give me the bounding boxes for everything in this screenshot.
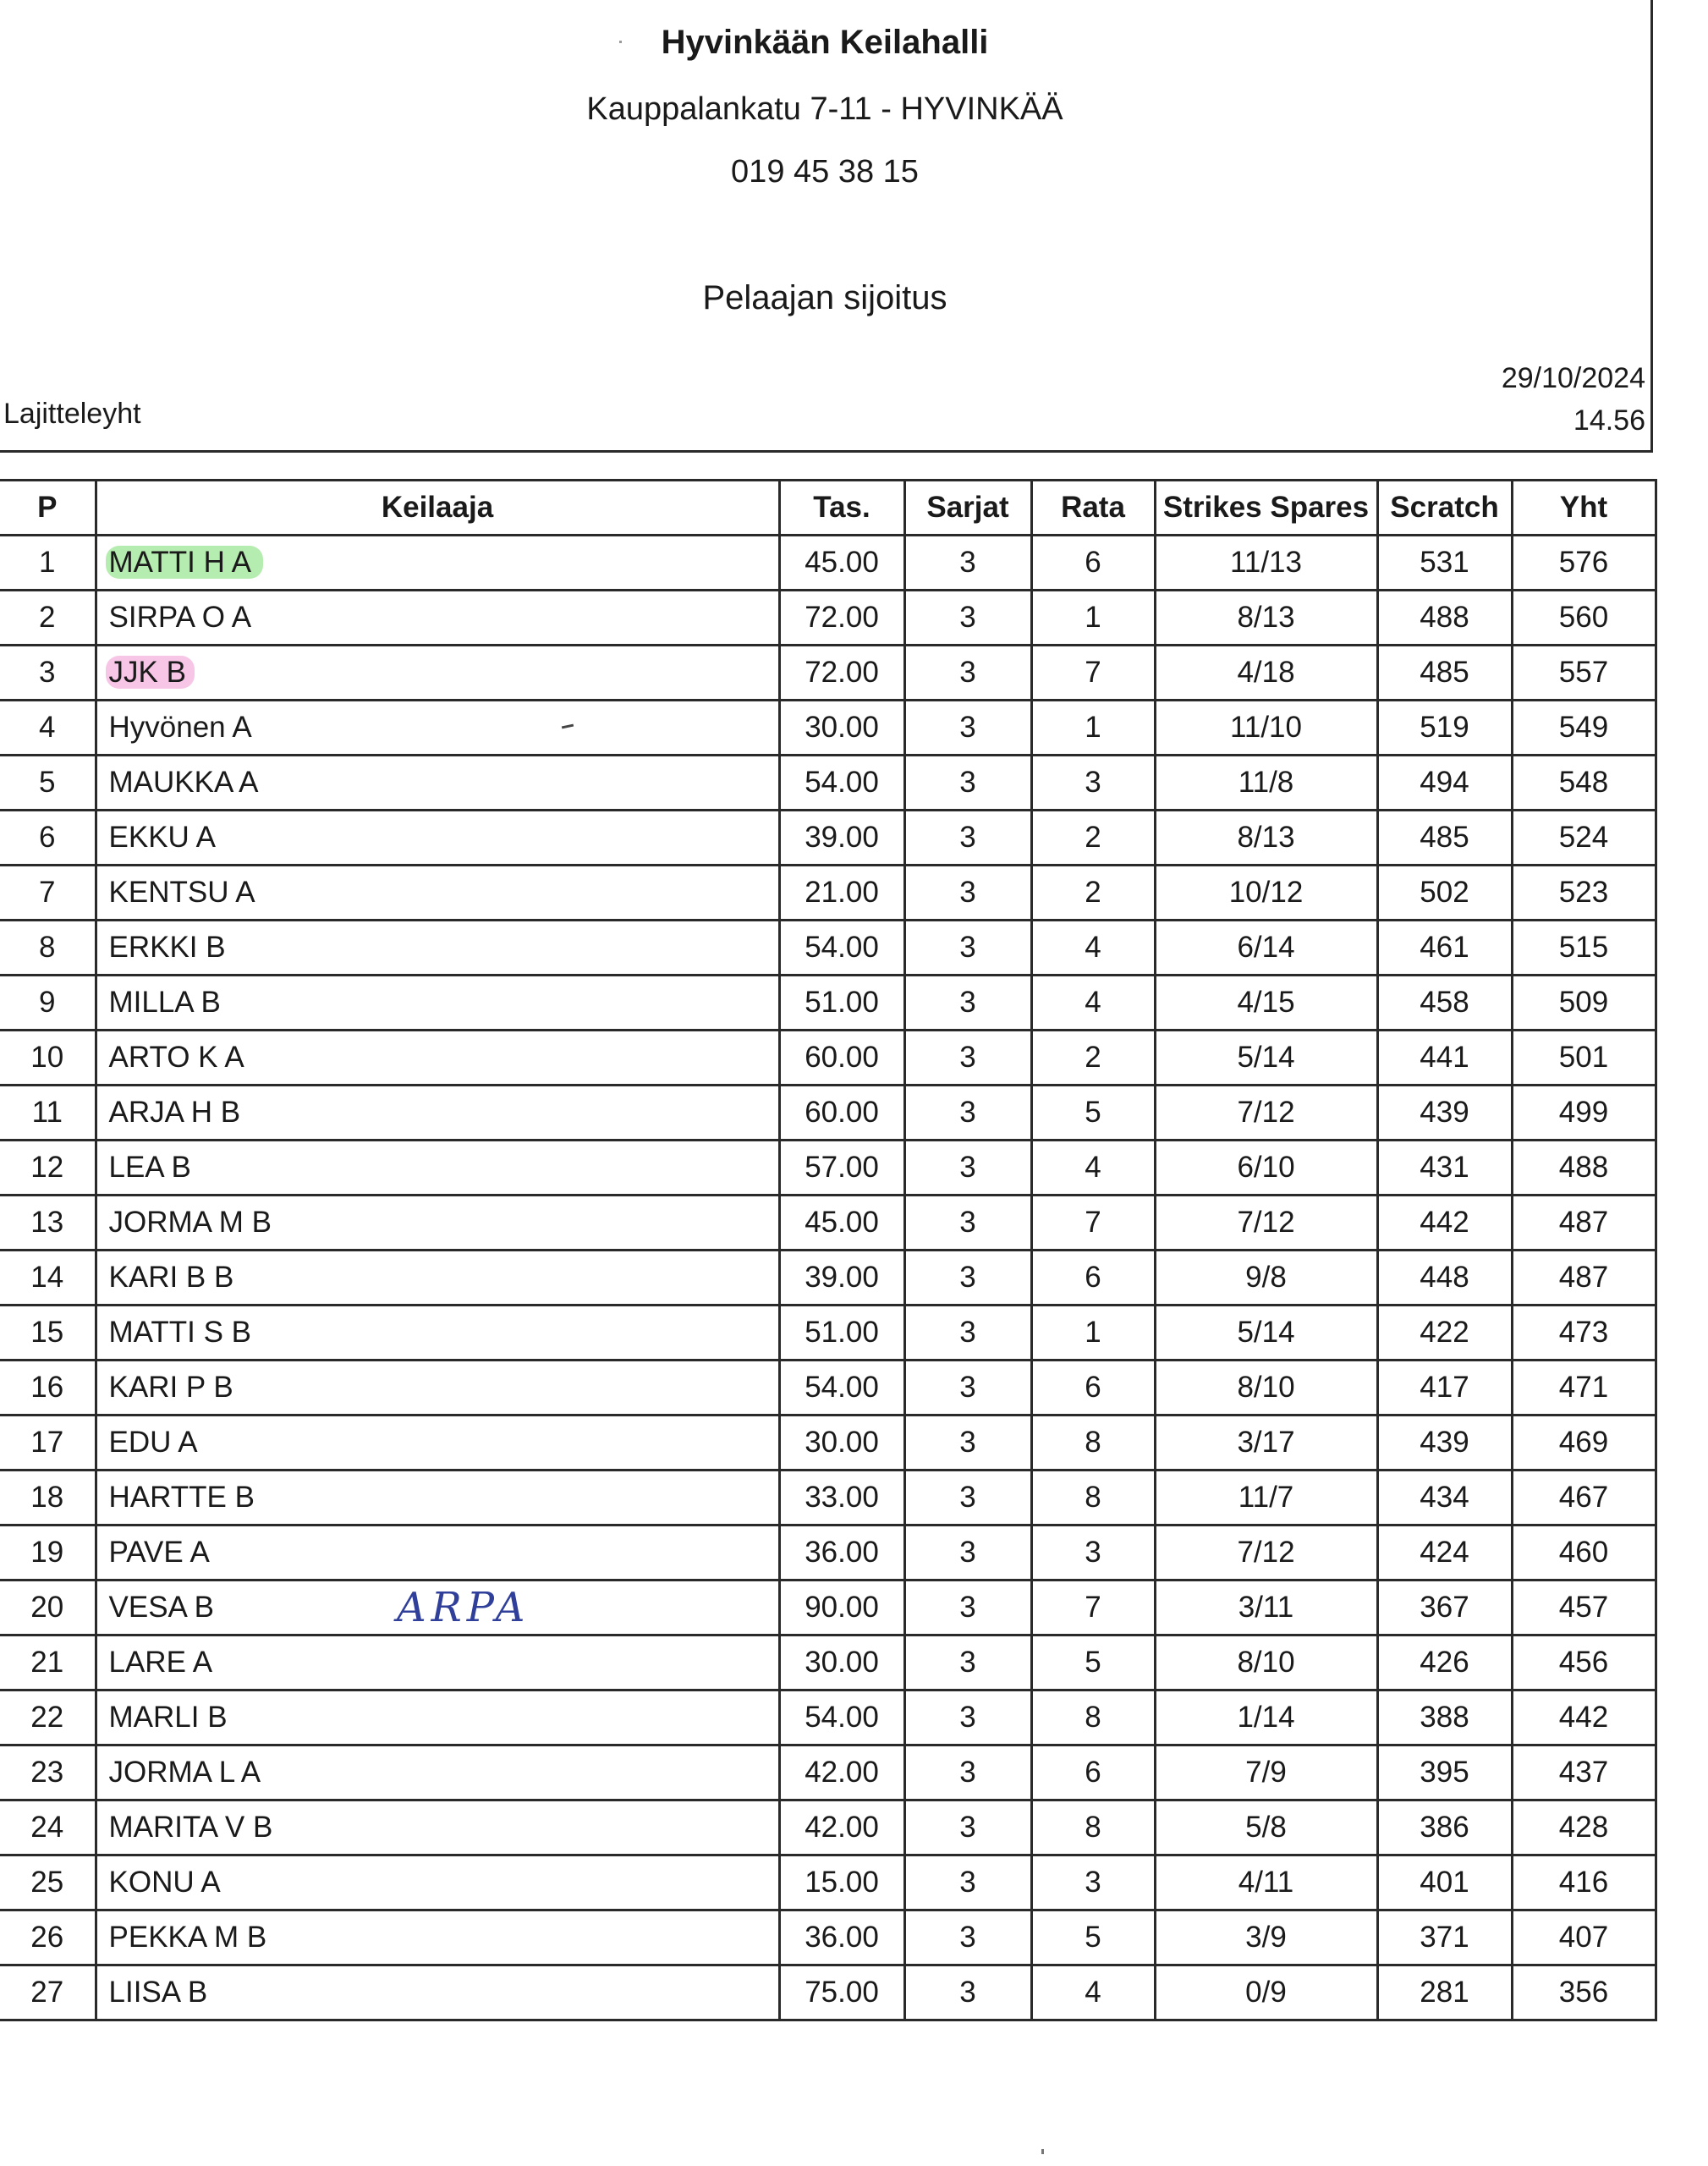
games-cell: 3 (904, 976, 1031, 1031)
position-cell: 12 (0, 1141, 96, 1196)
table-row (0, 1635, 1656, 1690)
standings-body (0, 536, 1656, 2020)
bowler-name-cell (96, 811, 779, 866)
lane-cell: 8 (1031, 1800, 1155, 1855)
table-row (0, 1196, 1656, 1251)
total-cell: 428 (1512, 1800, 1656, 1855)
bowler-name: PEKKA M B (108, 1921, 267, 1954)
position-cell: 18 (0, 1471, 96, 1526)
bowler-name: SIRPA O A (108, 601, 252, 634)
bowler-name: Hyvönen A (108, 711, 252, 744)
strikes-spares-cell: 4/18 (1155, 646, 1377, 701)
position-cell: 25 (0, 1855, 96, 1910)
games-cell: 3 (904, 1635, 1031, 1690)
table-row (0, 1910, 1656, 1965)
bowler-name: JORMA L A (108, 1756, 261, 1789)
strikes-spares-cell: 11/8 (1155, 756, 1377, 811)
bowler-name: LARE A (108, 1646, 213, 1679)
strikes-spares-cell: 7/12 (1155, 1526, 1377, 1581)
bowler-name-cell (96, 1196, 779, 1251)
games-cell: 3 (904, 1745, 1031, 1800)
bowler-name-cell (96, 1965, 779, 2020)
scratch-cell: 434 (1377, 1471, 1512, 1526)
games-cell: 3 (904, 701, 1031, 756)
handicap-cell: 39.00 (779, 1251, 904, 1306)
lane-cell: 4 (1031, 1965, 1155, 2020)
handicap-cell: 90.00 (779, 1581, 904, 1635)
bowler-name-cell (96, 1910, 779, 1965)
lane-cell: 7 (1031, 1581, 1155, 1635)
handicap-cell: 30.00 (779, 1635, 904, 1690)
bowler-name: LEA B (108, 1151, 191, 1184)
table-row (0, 591, 1656, 646)
games-cell: 3 (904, 1690, 1031, 1745)
games-cell: 3 (904, 1910, 1031, 1965)
strikes-spares-cell: 5/8 (1155, 1800, 1377, 1855)
games-cell: 3 (904, 1196, 1031, 1251)
report-date: 29/10/2024 (1501, 362, 1645, 394)
scratch-cell: 519 (1377, 701, 1512, 756)
games-cell: 3 (904, 1141, 1031, 1196)
col-header-scratch: Scratch (1377, 481, 1512, 536)
col-header-handicap: Tas. (779, 481, 904, 536)
position-cell: 14 (0, 1251, 96, 1306)
total-cell: 548 (1512, 756, 1656, 811)
strikes-spares-cell: 1/14 (1155, 1690, 1377, 1745)
scratch-cell: 401 (1377, 1855, 1512, 1910)
position-cell: 5 (0, 756, 96, 811)
table-row (0, 921, 1656, 976)
handwritten-note (393, 1582, 546, 1633)
strikes-spares-cell: 4/15 (1155, 976, 1377, 1031)
games-cell: 3 (904, 866, 1031, 921)
games-cell: 3 (904, 1471, 1031, 1526)
table-header-row (0, 481, 1656, 536)
scratch-cell: 494 (1377, 756, 1512, 811)
position-cell: 3 (0, 646, 96, 701)
lane-cell: 6 (1031, 1361, 1155, 1416)
handicap-cell: 36.00 (779, 1526, 904, 1581)
bowler-name-cell (96, 701, 779, 756)
total-cell: 407 (1512, 1910, 1656, 1965)
bowler-name-cell (96, 1581, 779, 1635)
strikes-spares-cell: 11/13 (1155, 536, 1377, 591)
scratch-cell: 426 (1377, 1635, 1512, 1690)
scratch-cell: 422 (1377, 1306, 1512, 1361)
col-header-position: P (0, 481, 96, 536)
scratch-cell: 395 (1377, 1745, 1512, 1800)
handicap-cell: 36.00 (779, 1910, 904, 1965)
handicap-cell: 75.00 (779, 1965, 904, 2020)
lane-cell: 1 (1031, 701, 1155, 756)
total-cell: 576 (1512, 536, 1656, 591)
bowler-name: KARI B B (108, 1261, 234, 1294)
position-cell: 9 (0, 976, 96, 1031)
strikes-spares-cell: 11/7 (1155, 1471, 1377, 1526)
scratch-cell: 281 (1377, 1965, 1512, 2020)
position-cell: 26 (0, 1910, 96, 1965)
total-cell: 499 (1512, 1086, 1656, 1141)
report-time: 14.56 (1573, 404, 1645, 437)
handicap-cell: 33.00 (779, 1471, 904, 1526)
total-cell: 437 (1512, 1745, 1656, 1800)
handicap-cell: 39.00 (779, 811, 904, 866)
scratch-cell: 441 (1377, 1031, 1512, 1086)
standings-table (0, 479, 1657, 2021)
handicap-cell: 45.00 (779, 536, 904, 591)
table-row (0, 756, 1656, 811)
strikes-spares-cell: 3/11 (1155, 1581, 1377, 1635)
lane-cell: 1 (1031, 591, 1155, 646)
handicap-cell: 21.00 (779, 866, 904, 921)
total-cell: 487 (1512, 1196, 1656, 1251)
table-row (0, 1471, 1656, 1526)
bowler-name-cell (96, 1086, 779, 1141)
bowler-name: ARJA H B (108, 1096, 241, 1129)
handicap-cell: 72.00 (779, 646, 904, 701)
total-cell: 523 (1512, 866, 1656, 921)
bowler-name-cell (96, 866, 779, 921)
games-cell: 3 (904, 591, 1031, 646)
bowler-name: KARI P B (108, 1371, 233, 1404)
scratch-cell: 386 (1377, 1800, 1512, 1855)
handicap-cell: 51.00 (779, 976, 904, 1031)
total-cell: 457 (1512, 1581, 1656, 1635)
table-row (0, 1306, 1656, 1361)
total-cell: 557 (1512, 646, 1656, 701)
table-row (0, 1800, 1656, 1855)
games-cell: 3 (904, 1800, 1031, 1855)
report-title: Pelaajan sijoitus (702, 279, 947, 316)
scratch-cell: 388 (1377, 1690, 1512, 1745)
table-row (0, 1031, 1656, 1086)
bowler-name: JJK B (106, 656, 195, 689)
scratch-cell: 458 (1377, 976, 1512, 1031)
scratch-cell: 485 (1377, 811, 1512, 866)
strikes-spares-cell: 6/10 (1155, 1141, 1377, 1196)
bowler-name: ARTO K A (108, 1041, 244, 1074)
bowler-name: KONU A (108, 1866, 221, 1899)
position-cell: 6 (0, 811, 96, 866)
position-cell: 20 (0, 1581, 96, 1635)
lane-cell: 5 (1031, 1086, 1155, 1141)
lane-cell: 1 (1031, 1306, 1155, 1361)
bowler-name-cell (96, 1251, 779, 1306)
bowler-name-cell (96, 1306, 779, 1361)
col-header-lane: Rata (1031, 481, 1155, 536)
lane-cell: 6 (1031, 1251, 1155, 1306)
lane-cell: 4 (1031, 976, 1155, 1031)
games-cell: 3 (904, 756, 1031, 811)
games-cell: 3 (904, 1031, 1031, 1086)
venue-address: Kauppalankatu 7-11 - HYVINKÄÄ (586, 91, 1063, 127)
sort-label: Lajitteleyht (3, 398, 141, 430)
position-cell: 23 (0, 1745, 96, 1800)
position-cell: 7 (0, 866, 96, 921)
strikes-spares-cell: 3/9 (1155, 1910, 1377, 1965)
table-row (0, 1086, 1656, 1141)
bowler-name-cell (96, 1690, 779, 1745)
strikes-spares-cell: 8/10 (1155, 1361, 1377, 1416)
total-cell: 509 (1512, 976, 1656, 1031)
strikes-spares-cell: 8/13 (1155, 811, 1377, 866)
table-row (0, 1745, 1656, 1800)
total-cell: 549 (1512, 701, 1656, 756)
scratch-cell: 442 (1377, 1196, 1512, 1251)
total-cell: 442 (1512, 1690, 1656, 1745)
bowler-name: VESA B (108, 1591, 215, 1624)
games-cell: 3 (904, 1581, 1031, 1635)
position-cell: 10 (0, 1031, 96, 1086)
total-cell: 460 (1512, 1526, 1656, 1581)
position-cell: 24 (0, 1800, 96, 1855)
handicap-cell: 72.00 (779, 591, 904, 646)
bowler-name-cell (96, 1361, 779, 1416)
bowler-name-cell (96, 976, 779, 1031)
table-row (0, 976, 1656, 1031)
strikes-spares-cell: 0/9 (1155, 1965, 1377, 2020)
bowler-name-cell (96, 1855, 779, 1910)
lane-cell: 8 (1031, 1416, 1155, 1471)
bowler-name-cell (96, 1471, 779, 1526)
bowler-name: MATTI S B (108, 1316, 252, 1349)
scratch-cell: 502 (1377, 866, 1512, 921)
games-cell: 3 (904, 1361, 1031, 1416)
games-cell: 3 (904, 811, 1031, 866)
position-cell: 22 (0, 1690, 96, 1745)
table-row (0, 1855, 1656, 1910)
total-cell: 467 (1512, 1471, 1656, 1526)
bowler-name: MARITA V B (108, 1811, 273, 1844)
scratch-cell: 431 (1377, 1141, 1512, 1196)
games-cell: 3 (904, 921, 1031, 976)
scratch-cell: 417 (1377, 1361, 1512, 1416)
lane-cell: 5 (1031, 1910, 1155, 1965)
bowler-name: MARLI B (108, 1701, 228, 1734)
total-cell: 471 (1512, 1361, 1656, 1416)
games-cell: 3 (904, 1855, 1031, 1910)
lane-cell: 3 (1031, 1526, 1155, 1581)
handicap-cell: 54.00 (779, 1690, 904, 1745)
strikes-spares-cell: 7/12 (1155, 1196, 1377, 1251)
table-row (0, 1361, 1656, 1416)
total-cell: 473 (1512, 1306, 1656, 1361)
lane-cell: 6 (1031, 536, 1155, 591)
bowler-name-cell (96, 1745, 779, 1800)
bowler-name: KENTSU A (108, 876, 255, 909)
strikes-spares-cell: 3/17 (1155, 1416, 1377, 1471)
strikes-spares-cell: 5/14 (1155, 1031, 1377, 1086)
bowler-name-cell (96, 1800, 779, 1855)
header-right-border (1650, 0, 1653, 453)
games-cell: 3 (904, 1251, 1031, 1306)
strikes-spares-cell: 11/10 (1155, 701, 1377, 756)
handicap-cell: 54.00 (779, 921, 904, 976)
bowler-name: ERKKI B (108, 931, 226, 964)
strikes-spares-cell: 8/13 (1155, 591, 1377, 646)
venue-phone: 019 45 38 15 (731, 154, 919, 190)
scratch-cell: 439 (1377, 1416, 1512, 1471)
position-cell: 15 (0, 1306, 96, 1361)
table-row (0, 866, 1656, 921)
position-cell: 21 (0, 1635, 96, 1690)
bowler-name: MATTI H A (106, 546, 264, 579)
handicap-cell: 42.00 (779, 1800, 904, 1855)
total-cell: 487 (1512, 1251, 1656, 1306)
header-bottom-rule (0, 450, 1653, 453)
strikes-spares-cell: 6/14 (1155, 921, 1377, 976)
table-row (0, 646, 1656, 701)
bowler-name: EDU A (108, 1426, 198, 1459)
handicap-cell: 57.00 (779, 1141, 904, 1196)
handicap-cell: 42.00 (779, 1745, 904, 1800)
lane-cell: 5 (1031, 1635, 1155, 1690)
position-cell: 2 (0, 591, 96, 646)
col-header-games: Sarjat (904, 481, 1031, 536)
scratch-cell: 367 (1377, 1581, 1512, 1635)
bowler-name: PAVE A (108, 1536, 210, 1569)
total-cell: 456 (1512, 1635, 1656, 1690)
bowler-name-cell (96, 646, 779, 701)
handwritten-note-text: ARPA (396, 1584, 530, 1631)
scratch-cell: 439 (1377, 1086, 1512, 1141)
lane-cell: 4 (1031, 921, 1155, 976)
bowler-name: EKKU A (108, 821, 216, 854)
total-cell: 515 (1512, 921, 1656, 976)
table-row (0, 1251, 1656, 1306)
position-cell: 1 (0, 536, 96, 591)
bowler-name-cell (96, 921, 779, 976)
position-cell: 4 (0, 701, 96, 756)
scratch-cell: 488 (1377, 591, 1512, 646)
lane-cell: 2 (1031, 811, 1155, 866)
handicap-cell: 51.00 (779, 1306, 904, 1361)
strikes-spares-cell: 5/14 (1155, 1306, 1377, 1361)
lane-cell: 4 (1031, 1141, 1155, 1196)
venue-name: Hyvinkään Keilahalli (661, 24, 989, 61)
lane-cell: 8 (1031, 1471, 1155, 1526)
handicap-cell: 54.00 (779, 1361, 904, 1416)
scratch-cell: 448 (1377, 1251, 1512, 1306)
bowler-name-cell (96, 1526, 779, 1581)
total-cell: 416 (1512, 1855, 1656, 1910)
scan-speck (1041, 2149, 1044, 2154)
games-cell: 3 (904, 536, 1031, 591)
bowler-name-cell (96, 591, 779, 646)
total-cell: 356 (1512, 1965, 1656, 2020)
bowler-name: HARTTE B (108, 1481, 255, 1514)
col-header-strikes-spares: Strikes Spares (1155, 481, 1377, 536)
position-cell: 11 (0, 1086, 96, 1141)
bowler-name: MILLA B (108, 986, 221, 1019)
scratch-cell: 424 (1377, 1526, 1512, 1581)
strikes-spares-cell: 7/12 (1155, 1086, 1377, 1141)
handicap-cell: 30.00 (779, 701, 904, 756)
table-row (0, 536, 1656, 591)
total-cell: 524 (1512, 811, 1656, 866)
handicap-cell: 45.00 (779, 1196, 904, 1251)
bowler-name-cell (96, 1635, 779, 1690)
bowler-name: LIISA B (108, 1976, 208, 2009)
table-row (0, 1526, 1656, 1581)
table-row (0, 1581, 1656, 1635)
position-cell: 8 (0, 921, 96, 976)
games-cell: 3 (904, 1526, 1031, 1581)
lane-cell: 6 (1031, 1745, 1155, 1800)
total-cell: 469 (1512, 1416, 1656, 1471)
scratch-cell: 461 (1377, 921, 1512, 976)
handicap-cell: 54.00 (779, 756, 904, 811)
position-cell: 17 (0, 1416, 96, 1471)
strikes-spares-cell: 10/12 (1155, 866, 1377, 921)
games-cell: 3 (904, 1086, 1031, 1141)
lane-cell: 3 (1031, 1855, 1155, 1910)
position-cell: 16 (0, 1361, 96, 1416)
col-header-total: Yht (1512, 481, 1656, 536)
total-cell: 488 (1512, 1141, 1656, 1196)
bowler-name-cell (96, 1416, 779, 1471)
games-cell: 3 (904, 1416, 1031, 1471)
bowler-name-cell (96, 1141, 779, 1196)
scratch-cell: 371 (1377, 1910, 1512, 1965)
table-row (0, 1690, 1656, 1745)
bowler-name-cell (96, 756, 779, 811)
bowler-name: JORMA M B (108, 1206, 272, 1239)
games-cell: 3 (904, 646, 1031, 701)
position-cell: 27 (0, 1965, 96, 2020)
strikes-spares-cell: 7/9 (1155, 1745, 1377, 1800)
position-cell: 13 (0, 1196, 96, 1251)
lane-cell: 8 (1031, 1690, 1155, 1745)
handicap-cell: 30.00 (779, 1416, 904, 1471)
handicap-cell: 60.00 (779, 1031, 904, 1086)
lane-cell: 2 (1031, 1031, 1155, 1086)
handicap-cell: 15.00 (779, 1855, 904, 1910)
bowler-name: MAUKKA A (108, 766, 259, 799)
games-cell: 3 (904, 1306, 1031, 1361)
bowler-name-cell (96, 536, 779, 591)
scratch-cell: 531 (1377, 536, 1512, 591)
lane-cell: 7 (1031, 646, 1155, 701)
strikes-spares-cell: 8/10 (1155, 1635, 1377, 1690)
scratch-cell: 485 (1377, 646, 1512, 701)
table-row (0, 701, 1656, 756)
col-header-bowler: Keilaaja (96, 481, 779, 536)
table-row (0, 1416, 1656, 1471)
total-cell: 560 (1512, 591, 1656, 646)
table-row (0, 1965, 1656, 2020)
games-cell: 3 (904, 1965, 1031, 2020)
strikes-spares-cell: 4/11 (1155, 1855, 1377, 1910)
table-row (0, 1141, 1656, 1196)
table-row (0, 811, 1656, 866)
lane-cell: 2 (1031, 866, 1155, 921)
total-cell: 501 (1512, 1031, 1656, 1086)
bowler-name-cell (96, 1031, 779, 1086)
lane-cell: 7 (1031, 1196, 1155, 1251)
handicap-cell: 60.00 (779, 1086, 904, 1141)
strikes-spares-cell: 9/8 (1155, 1251, 1377, 1306)
position-cell: 19 (0, 1526, 96, 1581)
lane-cell: 3 (1031, 756, 1155, 811)
